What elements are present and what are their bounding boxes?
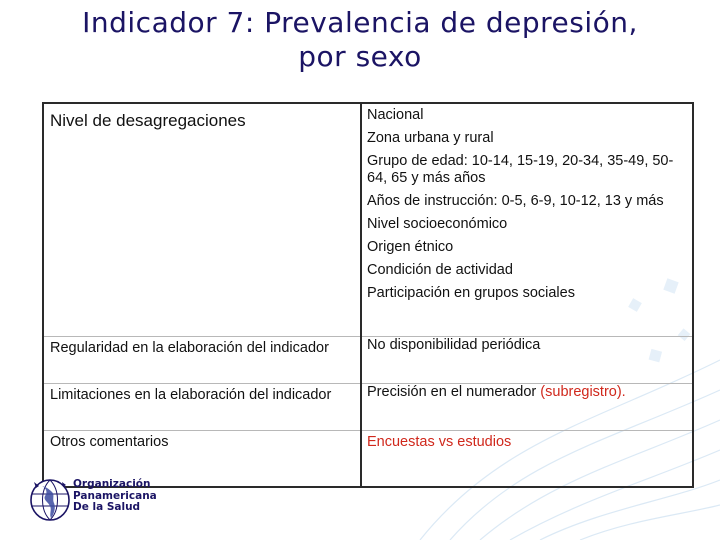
- logo-line3: De la Salud: [73, 501, 141, 513]
- list-item: Origen étnico: [367, 239, 454, 255]
- list-item: Condición de actividad: [367, 262, 513, 278]
- list-item: Zona urbana y rural: [367, 130, 494, 146]
- otros-label: Otros comentarios: [43, 431, 361, 488]
- slide-title-line2: por sexo: [298, 40, 422, 73]
- table-row-nivel: [43, 103, 693, 337]
- list-item: Grupo de edad: 10-14, 15-19, 20-34, 35-49, 50-64, 65 y más años: [367, 153, 674, 186]
- globe-icon: [28, 476, 72, 522]
- logo-line1: Organización: [73, 478, 151, 490]
- logo-line2: Panamericana: [73, 489, 157, 502]
- regularidad-value: No disponibilidad periódica: [361, 337, 693, 384]
- paho-logo: [28, 476, 178, 524]
- regularidad-label: Regularidad en la elaboración del indicador: [43, 337, 361, 384]
- nivel-label: Nivel de desagregaciones: [43, 103, 361, 337]
- list-item: Nivel socioeconómico: [367, 216, 508, 232]
- limitaciones-value-highlight: (subregistro).: [540, 384, 626, 400]
- limitaciones-value-main: Precisión en el numerador: [367, 384, 537, 400]
- logo-text: [73, 479, 157, 514]
- table-row-regularidad: [43, 337, 693, 384]
- limitaciones-value: [361, 384, 693, 431]
- slide-title-line1: Indicador 7: Prevalencia de depresión,: [82, 6, 638, 39]
- list-item: Participación en grupos sociales: [367, 285, 575, 301]
- nivel-list: [361, 103, 693, 337]
- indicator-table: [42, 102, 694, 488]
- table-row-limitaciones: [43, 384, 693, 431]
- limitaciones-label: Limitaciones en la elaboración del indicador: [43, 384, 361, 431]
- list-item: Nacional: [367, 107, 424, 123]
- slide-title: [0, 6, 720, 74]
- list-item: Años de instrucción: 0-5, 6-9, 10-12, 13 y más: [367, 193, 664, 209]
- otros-value: Encuestas vs estudios: [361, 431, 693, 488]
